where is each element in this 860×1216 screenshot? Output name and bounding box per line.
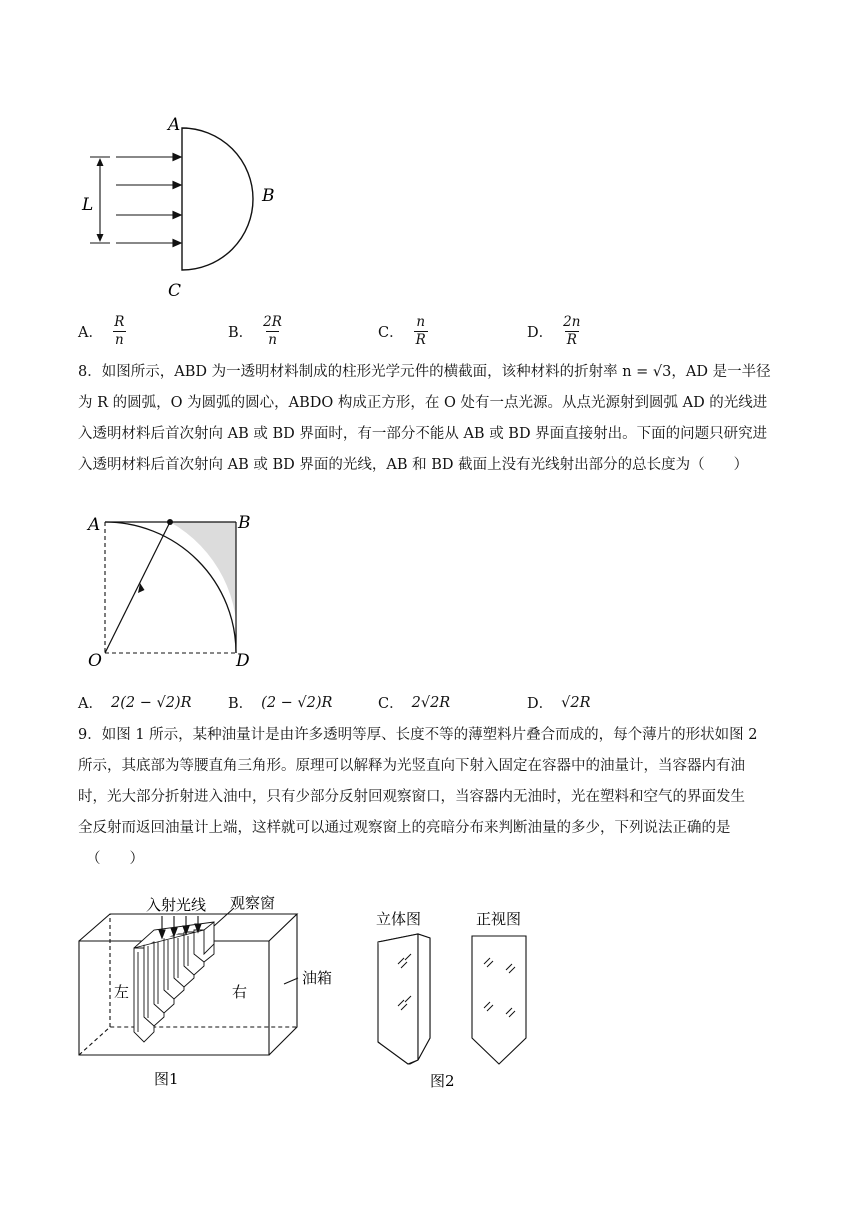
q8-option-d[interactable] (527, 692, 591, 713)
fraction (563, 314, 580, 349)
label-observation-window: 观察窗 (230, 894, 276, 912)
numerator: n (416, 314, 426, 330)
tank-pointer (284, 978, 298, 984)
denominator: n (268, 332, 277, 348)
q8-line: 入透明材料后首次射向 AB 或 BD 界面时，有一部分不能从 AB 或 BD 界面直接射出。下面的问题只研究进 (78, 426, 768, 442)
numerator: R (114, 314, 125, 330)
fig7-label-l: L (82, 195, 94, 215)
label-front-view: 正视图 (476, 910, 522, 928)
tank-right (269, 914, 297, 1055)
fig7-label-a: A (168, 115, 181, 135)
q7-option-a[interactable] (78, 314, 126, 349)
ray-point (167, 519, 173, 525)
numerator: 2n (563, 314, 581, 330)
label-incident-light: 入射光线 (146, 896, 207, 914)
q7-option-d[interactable] (527, 314, 580, 349)
fraction (414, 314, 428, 349)
fig7-label-b: B (262, 186, 275, 206)
q9-question-text (78, 720, 794, 875)
denominator: R (566, 332, 577, 348)
q9-line: 全反射而返回油量计上端，这样就可以通过观察窗上的亮暗分布来判断油量的多少，下列说法正确的是 (78, 820, 731, 836)
option-letter: A． (78, 696, 103, 712)
q8-figure (80, 506, 270, 672)
fig8-label-b: B (238, 513, 251, 533)
label-oil-tank: 油箱 (302, 969, 333, 987)
shaded-region (170, 522, 237, 653)
fig8-label-a: A (88, 515, 101, 535)
front-view-hatches (484, 958, 515, 1017)
option-letter: B． (228, 696, 254, 712)
fig8-label-o: O (88, 651, 102, 671)
numerator: 2R (263, 314, 282, 330)
front-view-plate (472, 936, 526, 1064)
fig7-label-c: C (168, 281, 182, 300)
option-letter: C． (378, 696, 404, 712)
q8-option-c[interactable] (378, 692, 450, 713)
option-letter: B． (228, 325, 254, 341)
option-text: 2√2R (411, 694, 451, 711)
q7-option-b[interactable] (228, 314, 282, 349)
denominator: n (114, 332, 124, 348)
incident-rays (116, 154, 181, 247)
q8-option-a[interactable] (78, 692, 192, 713)
q9-figure-2 (370, 900, 540, 1092)
semicircle-outline (182, 128, 253, 270)
q8-line: 为 R 的圆弧，O 为圆弧的圆心，ABDO 构成正方形，在 O 处有一点光源。从点光源射到圆弧 AD 的光线进 (78, 395, 768, 411)
option-letter: D． (527, 696, 554, 712)
option-letter: D． (527, 325, 554, 341)
option-text: 2(2 − √2)R (110, 694, 192, 711)
q8-question-text (78, 357, 794, 481)
caption-figure-1: 图1 (154, 1070, 179, 1088)
light-ray (105, 522, 170, 653)
q9-line: 所示，其底部为等腰直角三角形。原理可以解释为光竖直向下射入固定在容器中的油量计，当容器内有油 (78, 758, 745, 774)
q7-option-c[interactable] (378, 314, 428, 349)
label-solid-view: 立体图 (376, 910, 422, 928)
q9-line: 9．如图 1 所示，某种油量计是由许多透明等厚、长度不等的薄塑料片叠合而成的，每个薄片的形状如图 2 (78, 727, 758, 743)
option-letter: A． (78, 325, 103, 341)
fig8-label-d: D (236, 651, 250, 671)
q9-line: （ ） (86, 851, 144, 867)
q8-option-b[interactable] (228, 692, 332, 713)
option-text: (2 − √2)R (261, 694, 333, 711)
q8-line: 入透明材料后首次射向 AB 或 BD 界面的光线，AB 和 BD 截面上没有光线射出部分的总长度为（ ） (78, 457, 749, 473)
caption-figure-2: 图2 (430, 1072, 455, 1090)
q9-figure-1 (76, 892, 366, 1092)
oil-gauge-plates (134, 922, 214, 1042)
solid-view-plate (378, 934, 430, 1064)
option-text: √2R (561, 694, 591, 711)
label-right: 右 (232, 983, 248, 1001)
q8-line: 8．如图所示，ABD 为一透明材料制成的柱形光学元件的横截面，该种材料的折射率 n = √3，AD 是一半径 (78, 364, 771, 380)
label-left: 左 (114, 983, 130, 1001)
fraction (113, 314, 126, 349)
q7-figure (78, 108, 298, 300)
fraction (263, 314, 282, 349)
option-letter: C． (378, 325, 404, 341)
denominator: R (415, 332, 426, 348)
q9-line: 时，光大部分折射进入油中，只有少部分反射回观察窗口，当容器内无油时，光在塑料和空气的界面发生 (78, 789, 745, 805)
